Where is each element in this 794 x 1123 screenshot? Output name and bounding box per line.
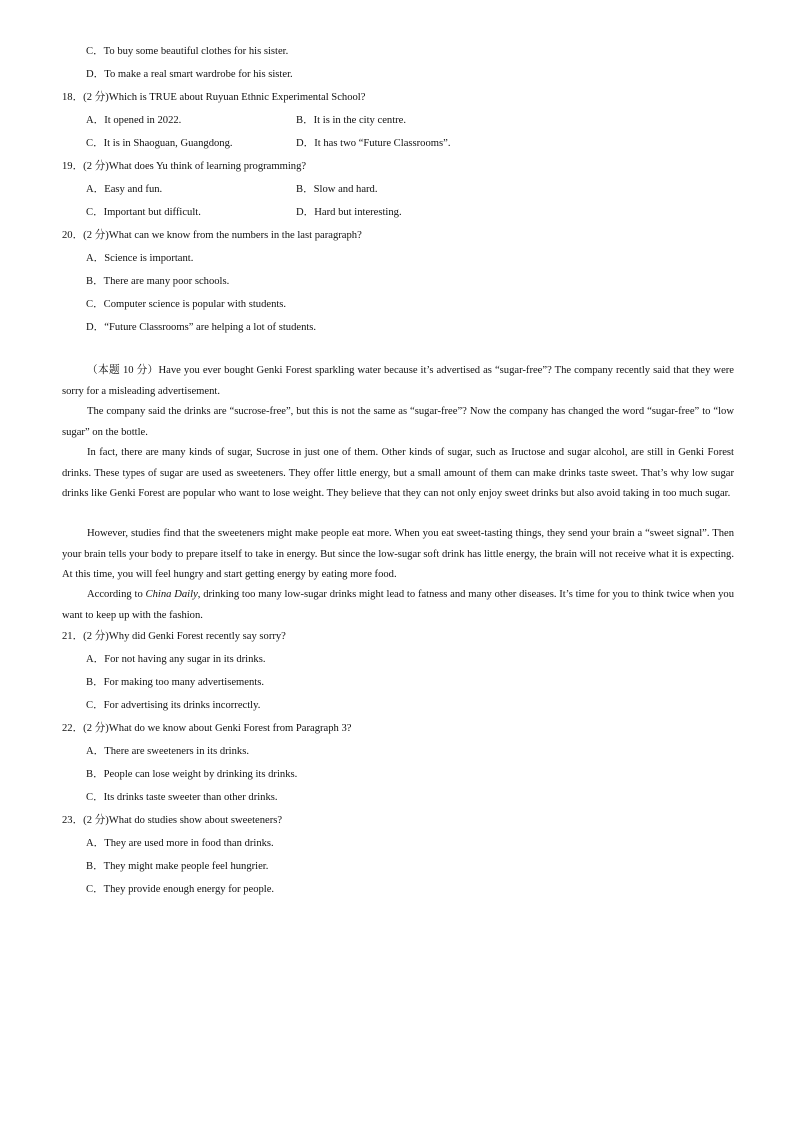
question-19-stem: 19．(2 分)What does Yu think of learning programming? [62,161,307,172]
passage-paragraph-5 [62,585,734,626]
question-23-stem: 23．(2 分)What do studies show about sweeteners? [62,815,283,826]
question-22-option-c: C．Its drinks taste sweeter than other drinks. [86,792,278,803]
question-21-stem: 21．(2 分)Why did Genki Forest recently say sorry? [62,631,286,642]
passage-paragraph-1: （本题 10 分）Have you ever bought Genki Forest sparkling water because it’s advertised as “sugar-free”? The company recently said that they were sorry for a misleading advertisement. [62,365,734,397]
question-18-stem: 18．(2 分)Which is TRUE about Ruyuan Ethnic Experimental School? [62,92,366,103]
question-19-option-a: A．Easy and fun. [86,184,163,195]
question-18-option-c: C．It is in Shaoguan, Guangdong. [86,138,233,149]
question-20-option-c: C．Computer science is popular with students. [86,299,287,310]
passage-paragraph-4: However, studies find that the sweeteners might make people eat more. When you eat sweet-tasting things, they send your brain a “sweet signal”. Then your brain tells your body to prepare itself to take in energy. But since the low-sugar soft drink has little energy, the brain will not receive what it is expecting. At this time, you will feel hungry and start getting energy by eating more food. [62,528,734,580]
question-20-option-d: D．“Future Classrooms” are helping a lot of students. [86,322,317,333]
question-22-option-a: A．There are sweeteners in its drinks. [86,746,249,757]
passage-paragraph-5-lead: According to [87,589,146,600]
option-d-prev: D．To make a real smart wardrobe for his sister. [86,69,293,80]
question-20-option-b: B．There are many poor schools. [86,276,230,287]
question-21-option-b: B．For making too many advertisements. [86,677,265,688]
question-18-option-a: A．It opened in 2022. [86,115,182,126]
question-20-option-a: A．Science is important. [86,253,194,264]
passage-paragraph-2: The company said the drinks are “sucrose-free”, but this is not the same as “sugar-free”? Now the company has changed the word “sugar-free” to “low sugar” on the bottle. [62,406,734,438]
question-23-option-a: A．They are used more in food than drinks. [86,838,274,849]
passage-source-name: China Daily [145,589,198,600]
question-18-option-d: D．It has two “Future Classrooms”. [296,138,451,149]
question-22-stem: 22．(2 分)What do we know about Genki Forest from Paragraph 3? [62,723,352,734]
question-23-option-b: B．They might make people feel hungrier. [86,861,269,872]
question-19-option-b: B．Slow and hard. [296,184,378,195]
passage-paragraph-3: In fact, there are many kinds of sugar, Sucrose in just one of them. Other kinds of sugar, such as Iructose and sugar alcohol, are still in Genki Forest drinks. These types of sugar are used as sweeteners. They offer little energy, but a small amount of them can make drinks taste sweet. That’s why low sugar drinks like Genki Forest are popular who want to lose weight. They believe that they can not only enjoy sweet drinks but also avoid taking in too much sugar. [62,447,734,499]
question-21-option-a: A．For not having any sugar in its drinks. [86,654,266,665]
option-c-prev: C．To buy some beautiful clothes for his sister. [86,46,289,57]
question-23-option-c: C．They provide enough energy for people. [86,884,275,895]
question-20-stem: 20．(2 分)What can we know from the numbers in the last paragraph? [62,230,362,241]
question-18-option-b: B．It is in the city centre. [296,115,407,126]
question-19-option-c: C．Important but difficult. [86,207,201,218]
passage-paragraph-5-rest: , drinking too many low-sugar drinks might lead to fatness and many other diseases. It’s time for you to think twice when you want to keep up with the fashion. [62,589,734,621]
question-22-option-b: B．People can lose weight by drinking its drinks. [86,769,298,780]
question-19-option-d: D．Hard but interesting. [296,207,402,218]
question-21-option-c: C．For advertising its drinks incorrectly. [86,700,261,711]
